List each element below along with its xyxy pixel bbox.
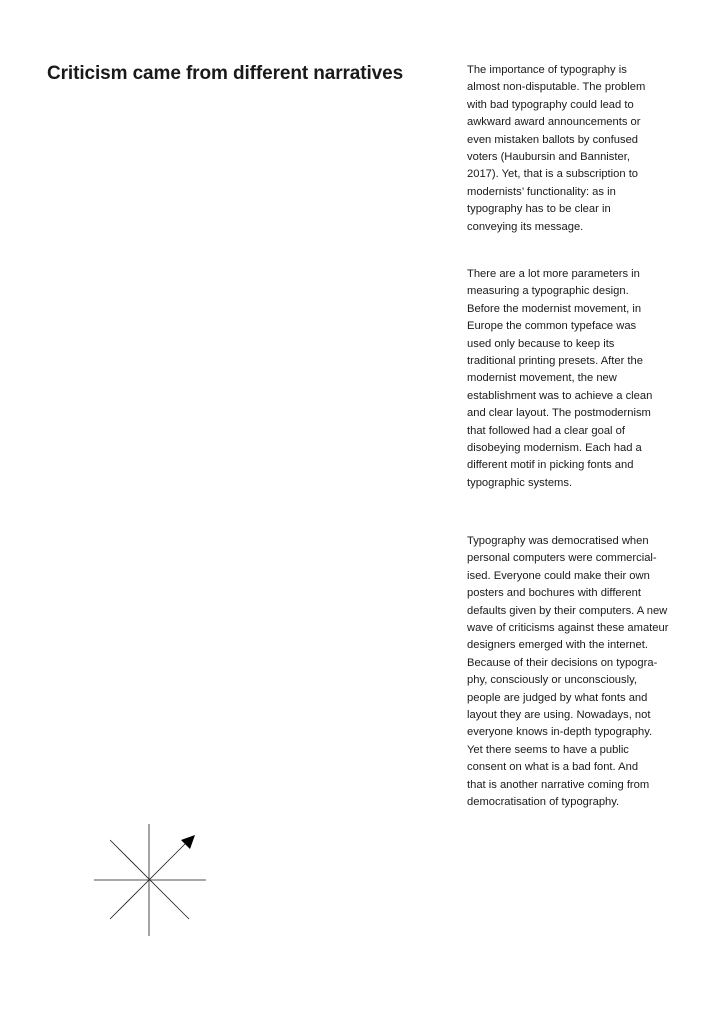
paragraph-1 xyxy=(467,62,672,236)
paragraph-2-text: There are a lot more parameters in measuring a typographic design. Before the modernist movement, in Europe the common typeface was used only because to keep its traditional printing presets. After the modernist movement, the new establishment was to achieve a clean and clear layout. The postmodernism that followed had a clear goal of disobeying modernism. Each had a different motif in picking fonts and typographic systems. xyxy=(467,268,653,489)
paragraph-1-text: The importance of typography is almost non-disputable. The problem with bad typography could lead to awkward award announcements or even mistaken ballots by confused voters (Haubursin and Bannister, 2017). Yet, that is a subscription to modernists’ functionality: as in typography has to be clear in conveying its message. xyxy=(467,64,646,233)
paragraph-3 xyxy=(467,533,672,812)
arrow-head xyxy=(181,835,195,849)
paragraph-2 xyxy=(467,266,672,492)
page-title: Criticism came from different narratives xyxy=(47,63,404,84)
paragraph-3-text: Typography was democratised when personal computers were commercial- ised. Everyone could make their own posters and bochures with different defaults given by their computers. A new wave of criticisms against these amateur designers emerged with the internet. Because of their decisions on typogra- phy, consciously or unconsciously, people are judged by what fonts and layout they are using. Nowadays, not everyone knows in-depth typography. Yet there seems to have a public consent on what is a bad font. And that is another narrative coming from democratisation of typography. xyxy=(467,535,669,809)
compass-arrow-icon xyxy=(92,822,208,938)
